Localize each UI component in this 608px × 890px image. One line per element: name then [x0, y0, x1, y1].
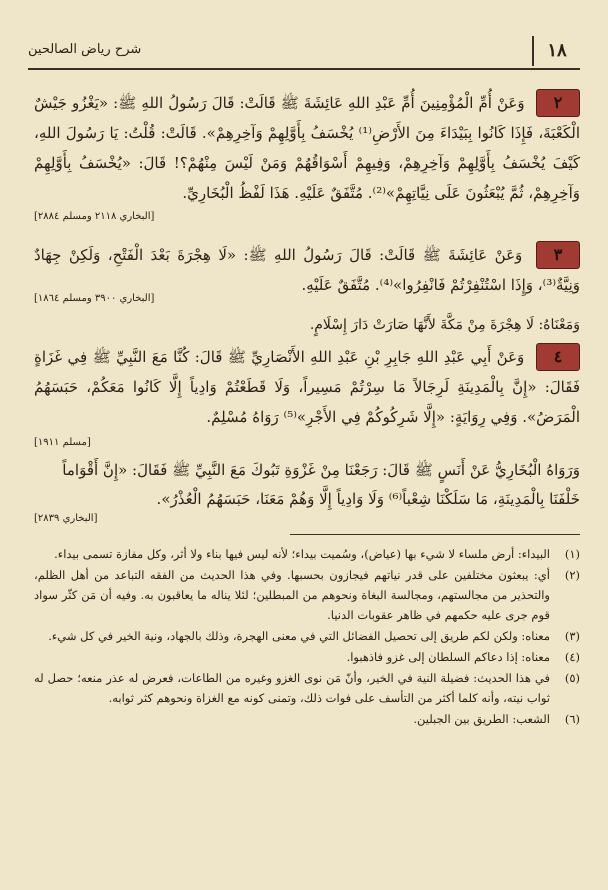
hadith-number-badge: ٣: [536, 241, 580, 269]
bukhari-narration: وَرَوَاهُ الْبُخَارِيُّ عَنْ أَنَسٍ ﷺ قَالَ: رَجَعْنَا مِنْ غَزْوَةِ تَبُوكَ مَعَ النَّبِيِّ ﷺ فَقَالَ: «إِنَّ أَقْوَاماً خَلْفَنَا بِالْمَدِينَةِ، مَا سَلَكْنَا شِعْباً⁽⁶⁾ وَلَا وَادِياً إِلَّا وَهُمْ مَعَنَا، حَبَسَهُمُ الْعُذْرُ».: [62, 461, 580, 508]
footnote: [34, 647, 580, 667]
footnote-text: في هذا الحديث: فضيلة النية في الخير، وأنّ مَن نوى الغزو وغيره من الطاعات، فعرض له عذر منعه؛ حصل له ثواب نيته، وأنه كلما أكثر من التأسف على فوات ذلك، وتمنى كونه مع الغزاة ونحوهم كثر ثوابه.: [34, 671, 550, 705]
hadith-text: وَعَنْ عَائِشَةَ ﷺ قَالَتْ: قَالَ رَسُولُ اللهِ ﷺ: «لَا هِجْرَةَ بَعْدَ الْفَتْحِ، وَلَكِنْ جِهَادٌ وَنِيَّةٌ⁽³⁾، وَإِذَا اسْتُنْفِرْتُمْ فَانْفِرُوا»⁽⁴⁾. مُتَّفَقٌ عَلَيْهِ.: [34, 246, 580, 294]
footnote: [34, 709, 580, 729]
footnotes: [34, 544, 580, 730]
narration-reference: [البخاري ٢٨٣٩]: [34, 513, 98, 524]
page-number: ١٨: [532, 36, 580, 66]
hadith-reference: [البخاري ٢١١٨ ومسلم ٢٨٨٤]: [34, 211, 155, 222]
hadith-reference: [مسلم ١٩١١]: [34, 437, 91, 448]
footnote-number: (٦): [564, 712, 580, 726]
footnote-divider: [290, 534, 580, 535]
footnote-number: (٣): [564, 629, 580, 643]
footnote: [34, 626, 580, 646]
footnote-text: الشعب: الطريق بين الجبلين.: [413, 712, 550, 726]
page-header: [28, 36, 580, 66]
footnote-number: (١): [564, 547, 580, 561]
hadith-4: [34, 342, 580, 432]
hadith-2: [34, 88, 580, 208]
book-title: شرح رياض الصالحين: [28, 42, 142, 57]
hadith-explanation: وَمَعْنَاهُ: لَا هِجْرَةَ مِنْ مَكَّةَ لأَنَّهَا صَارَتْ دَارَ إِسْلَامٍ.: [309, 317, 580, 333]
hadith-3: [34, 240, 580, 300]
header-divider: [28, 68, 580, 70]
hadith-number-badge: ٢: [536, 89, 580, 117]
hadith-text: وَعَنْ أُمِّ الْمُؤْمِنِينَ أُمِّ عَبْدِ اللهِ عَائِشَةَ ﷺ قَالَتْ: قَالَ رَسُولُ اللهِ ﷺ: «يَغْزُو جَيْشٌ الْكَعْبَةَ، فَإِذَا كَانُوا بِبَيْدَاءَ مِنَ الأَرْضِ⁽¹⁾ يُخْسَفُ بِأَوَّلِهِمْ وَآخِرِهِمْ». قَالَتْ: قُلْتُ: يَا رَسُولَ اللهِ، كَيْفَ يُخْسَفُ بِأَوَّلِهِمْ وَآخِرِهِمْ، وَفِيهِمْ أَسْوَاقُهُمْ وَمَنْ لَيْسَ مِنْهُمْ؟! قَالَ: «يُخْسَفُ بِأَوَّلِهِمْ وَآخِرِهِمْ، ثُمَّ يُبْعَثُونَ عَلَى نِيَّاتِهِمْ»⁽²⁾. مُتَّفَقٌ عَلَيْهِ. هَذَا لَفْظُ الْبُخَارِيِّ.: [34, 94, 580, 202]
footnote-text: معناه: إذا دعاكم السلطان إلى غزو فاذهبوا.: [346, 650, 550, 664]
footnote: [34, 668, 580, 708]
footnote-text: أي: يبعثون مختلفين على قدر نياتهم فيجازون بحسبها. وفي هذا الحديث من الفقه التباعد من أهل الظلم، والتحذير من مجالستهم، ومجالسة البغاة ونحوهم من المبطلين؛ لئلا يناله ما يعاقبون به. وفيه أن مَن كثّر سواد قوم جرى عليه حكمهم في ظاهر عقوبات الدنيا.: [34, 568, 550, 622]
footnote-number: (٤): [564, 650, 580, 664]
footnote-text: البيداء: أرض ملساء لا شيء بها (عياض)، وسُميت بيداء؛ لأنه ليس فيها بناء ولا أثر، وكل مفازة تسمى بيداء.: [54, 547, 550, 561]
footnote-text: معناه: ولكن لكم طريق إلى تحصيل الفضائل التي في معنى الهجرة، وذلك بالجهاد، ونية الخير في كل شيء.: [48, 629, 550, 643]
hadith-number-badge: ٤: [536, 343, 580, 371]
footnote: [34, 544, 580, 564]
hadith-reference: [البخاري ٣٩٠٠ ومسلم ١٨٦٤]: [34, 293, 155, 304]
hadith-text: وَعَنْ أَبِي عَبْدِ اللهِ جَابِرِ بْنِ عَبْدِ اللهِ الأَنْصَارِيِّ ﷺ قَالَ: كُنَّا مَعَ النَّبِيِّ ﷺ فِي غَزَاةٍ فَقَالَ: «إِنَّ بِالْمَدِينَةِ لَرِجَالاً مَا سِرْتُمْ مَسِيراً، وَلَا قَطَعْتُمْ وَادِياً إِلَّا كَانُوا مَعَكُمْ، حَبَسَهُمُ الْمَرَضُ». وَفِي رِوَايَةٍ: «إِلَّا شَرِكُوكُمْ فِي الأَجْرِ»⁽⁵⁾ رَوَاهُ مُسْلِمٌ.: [34, 348, 580, 426]
footnote-number: (٥): [564, 671, 580, 685]
footnote: [34, 565, 580, 625]
footnote-number: (٢): [564, 568, 580, 582]
